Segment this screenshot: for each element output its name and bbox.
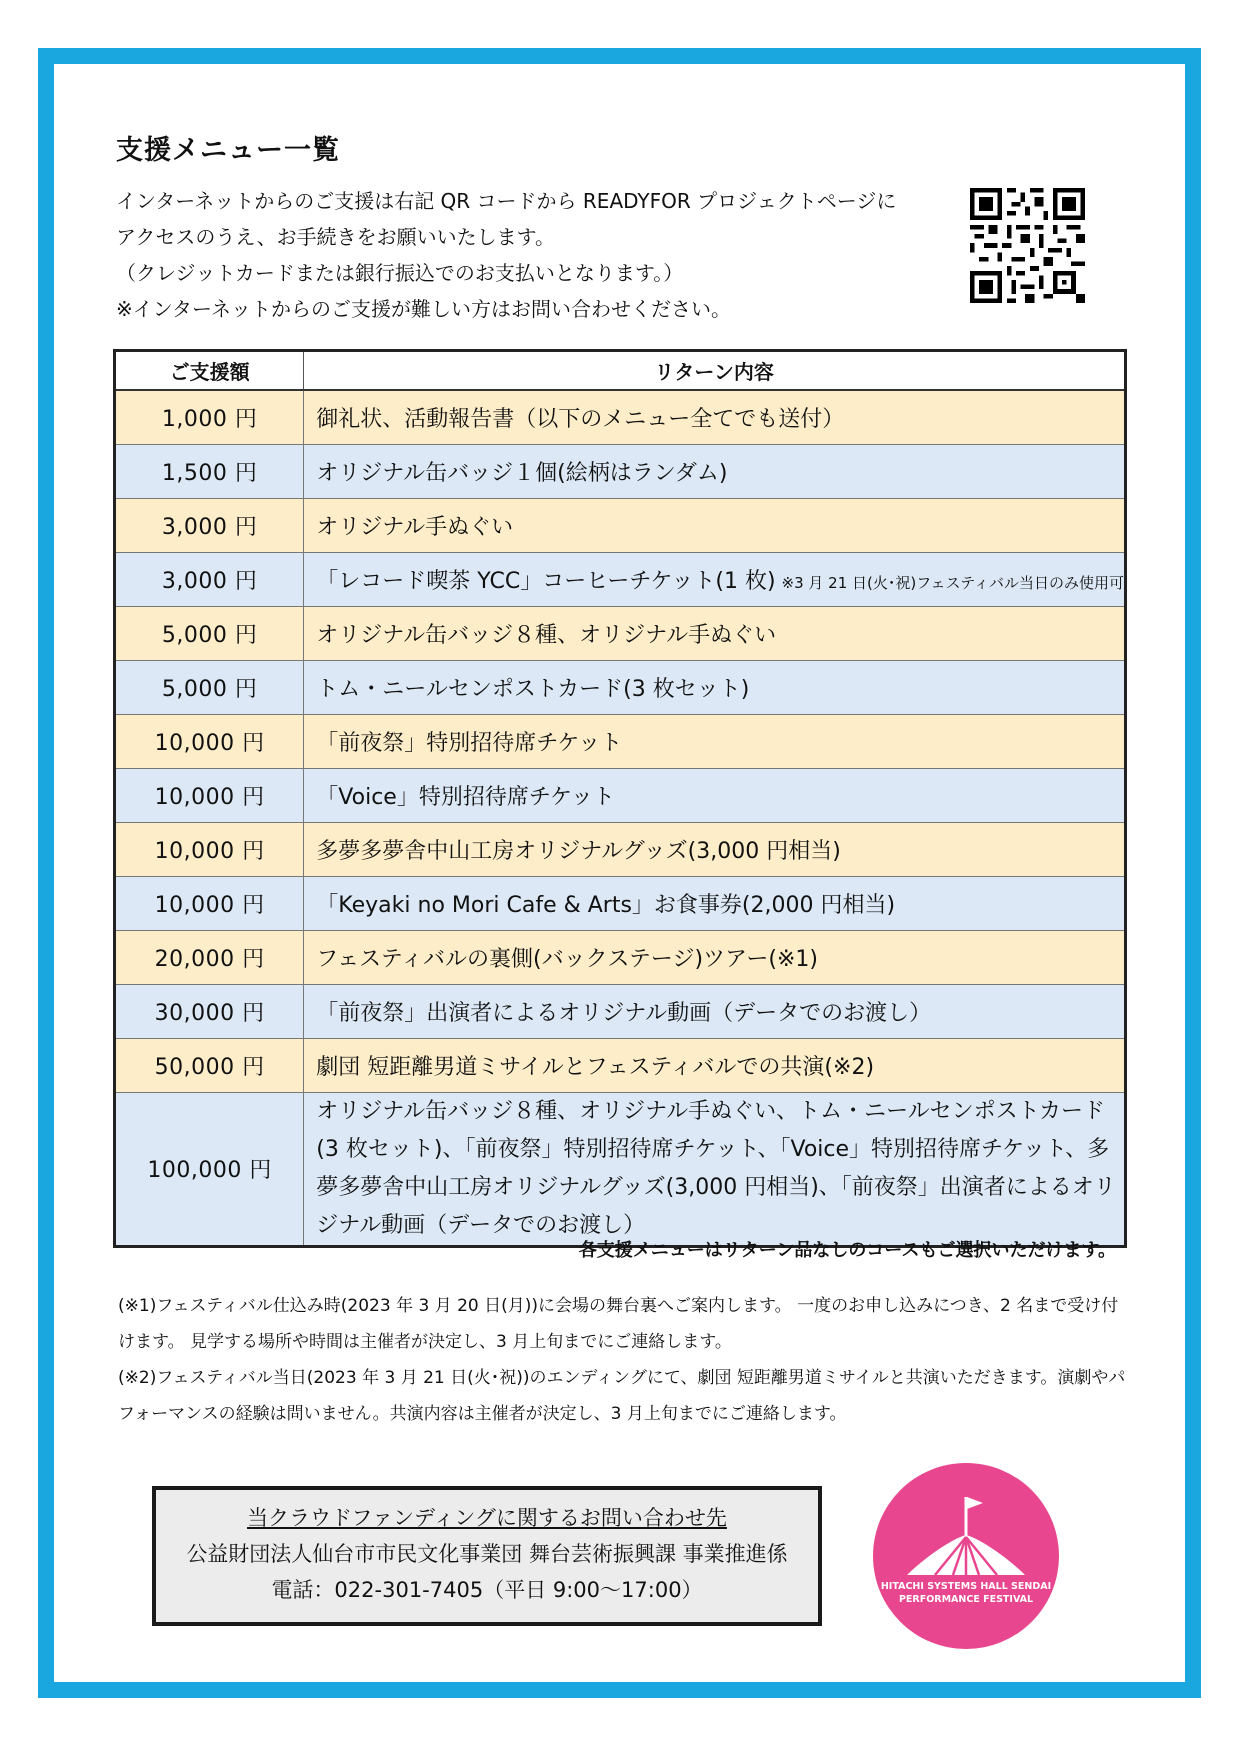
header-return: リターン内容: [304, 351, 1126, 391]
return-description: 「レコード喫茶 YCC」コーヒーチケット(1 枚): [316, 568, 776, 594]
table-row: [115, 606, 1126, 660]
page-title: 支援メニュー一覧: [116, 135, 340, 166]
return-description: 劇団 短距離男道ミサイルとフェスティバルでの共演(※2): [316, 1054, 875, 1080]
return-cell: [304, 444, 1126, 498]
return-description: 「Voice」特別招待席チケット: [316, 784, 615, 810]
return-note: ※3 月 21 日(火･祝)フェスティバル当日のみ使用可: [781, 573, 1124, 592]
amount-cell: 30,000 円: [115, 984, 304, 1038]
table-row: [115, 768, 1126, 822]
amount-cell: 3,000 円: [115, 552, 304, 606]
return-cell: [304, 876, 1126, 930]
contact-organization: 公益財団法人仙台市市民文化事業団 舞台芸術振興課 事業推進係: [186, 1542, 788, 1566]
amount-cell: 10,000 円: [115, 876, 304, 930]
return-cell: [304, 984, 1126, 1038]
amount-cell: 5,000 円: [115, 660, 304, 714]
footnote-2: (※2)フェスティバル当日(2023 年 3 月 21 日(火･祝))のエンディングにて、劇団 短距離男道ミサイルと共演いただきます。演劇やパフォーマンスの経験は問いません。共演内容は主催者が決定し、3 月上旬までにご連絡します。: [118, 1368, 1126, 1424]
return-description: 「前夜祭」出演者によるオリジナル動画（データでのお渡し）: [316, 1000, 932, 1026]
return-description: トム・ニールセンポストカード(3 枚セット): [316, 676, 750, 702]
table-row: [115, 984, 1126, 1038]
contact-phone[interactable]: 電話：022-301-7405（平日 9:00～17:00）: [271, 1578, 703, 1602]
table-row: [115, 1038, 1126, 1092]
table-header-row: [115, 351, 1126, 391]
table-row: [115, 498, 1126, 552]
intro-line: インターネットからのご支援は右記 QR コードから READYFOR プロジェクトページに: [116, 189, 897, 213]
amount-cell: 1,000 円: [115, 390, 304, 444]
return-cell: [304, 552, 1126, 606]
return-cell: [304, 660, 1126, 714]
amount-cell: 10,000 円: [115, 822, 304, 876]
return-cell: [304, 498, 1126, 552]
contact-heading: 当クラウドファンディングに関するお問い合わせ先: [247, 1506, 727, 1530]
table-row: [115, 876, 1126, 930]
return-description: オリジナル手ぬぐい: [316, 514, 514, 540]
amount-cell: 50,000 円: [115, 1038, 304, 1092]
no-return-option-note: 各支援メニューはリターン品なしのコースもご選択いただけます。: [578, 1240, 1116, 1261]
return-description: 「Keyaki no Mori Cafe & Arts」お食事券(2,000 円相当): [316, 892, 896, 918]
logo-text-line1: HITACHI SYSTEMS HALL SENDAI: [880, 1581, 1052, 1592]
contact-box: [152, 1486, 822, 1626]
amount-cell: 1,500 円: [115, 444, 304, 498]
table-row: [115, 390, 1126, 444]
logo-text-line2: PERFORMANCE FESTIVAL: [898, 1594, 1034, 1605]
table-row: [115, 552, 1126, 606]
intro-line: アクセスのうえ、お手続きをお願いいたします。: [116, 225, 555, 249]
return-description: オリジナル缶バッジ８種、オリジナル手ぬぐい: [316, 622, 777, 648]
table-row: [115, 714, 1126, 768]
amount-cell: 100,000 円: [115, 1092, 304, 1246]
qr-code-icon[interactable]: [970, 188, 1085, 303]
return-cell: [304, 768, 1126, 822]
return-description: 「前夜祭」特別招待席チケット: [316, 730, 623, 756]
return-cell: [304, 606, 1126, 660]
return-description: フェスティバルの裏側(バックステージ)ツアー(※1): [316, 946, 818, 972]
return-description: オリジナル缶バッジ１個(絵柄はランダム): [316, 460, 728, 486]
festival-logo-icon: [873, 1463, 1059, 1649]
amount-cell: 20,000 円: [115, 930, 304, 984]
amount-cell: 10,000 円: [115, 768, 304, 822]
footnotes: [118, 1288, 1128, 1432]
table-row: [115, 1092, 1126, 1246]
return-cell: [304, 930, 1126, 984]
amount-cell: 10,000 円: [115, 714, 304, 768]
intro-text: [116, 183, 956, 327]
return-cell: [304, 1038, 1126, 1092]
table-row: [115, 930, 1126, 984]
table-row: [115, 660, 1126, 714]
intro-line: （クレジットカードまたは銀行振込でのお支払いとなります。）: [116, 261, 684, 285]
amount-cell: 5,000 円: [115, 606, 304, 660]
return-description: 多夢多夢舎中山工房オリジナルグッズ(3,000 円相当): [316, 838, 841, 864]
header-amount: ご支援額: [115, 351, 304, 391]
table-row: [115, 444, 1126, 498]
support-menu-table: [113, 349, 1127, 1248]
return-cell: [304, 390, 1126, 444]
return-cell: [304, 822, 1126, 876]
amount-cell: 3,000 円: [115, 498, 304, 552]
footnote-1: (※1)フェスティバル仕込み時(2023 年 3 月 20 日(月))に会場の舞台裏へご案内します。 一度のお申し込みにつき、2 名まで受け付けます。 見学する場所や時間は主催者が決定し、3 月上旬までにご連絡します。: [118, 1296, 1119, 1352]
intro-line: ※インターネットからのご支援が難しい方はお問い合わせください。: [116, 297, 731, 321]
return-cell: オリジナル缶バッジ８種、オリジナル手ぬぐい、トム・ニールセンポストカード(3 枚セット)、「前夜祭」特別招待席チケット、「Voice」特別招待席チケット、多夢多夢舎中山工房オリジナルグッズ(3,000 円相当)、「前夜祭」出演者によるオリジナル動画（データでのお渡し）: [304, 1092, 1126, 1246]
return-description: 御礼状、活動報告書（以下のメニュー全てでも送付）: [316, 406, 845, 432]
return-cell: [304, 714, 1126, 768]
table-row: [115, 822, 1126, 876]
